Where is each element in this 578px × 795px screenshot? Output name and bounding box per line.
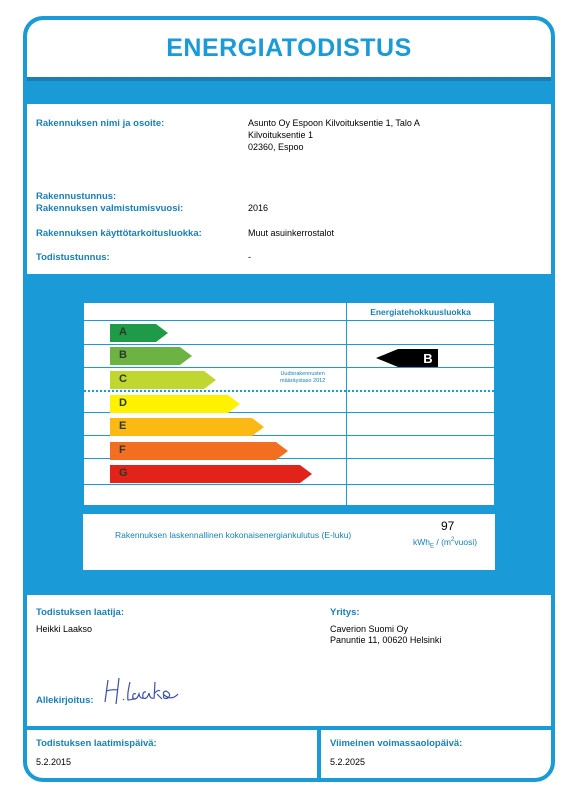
class-arrow-tip [276, 442, 288, 460]
class-arrow-letter: G [119, 467, 128, 479]
building-id-label: Rakennustunnus: [36, 191, 117, 202]
energy-value-box [83, 514, 495, 570]
class-arrow-letter: C [119, 373, 127, 385]
maker-label: Todistuksen laatija: [36, 607, 124, 618]
company-line-2: Panuntie 11, 00620 Helsinki [330, 635, 442, 645]
class-arrow-body [110, 418, 252, 436]
signature-label: Allekirjoitus: [36, 695, 94, 706]
chart-column-divider [346, 303, 347, 505]
valid-date-section [321, 730, 551, 782]
energy-unit: $kWh_E / (m^2vuosi)$ [413, 537, 478, 550]
chart-grid-line [84, 344, 494, 345]
selected-class-arrow-icon [376, 349, 446, 367]
energy-value: 97 [441, 519, 455, 533]
class-arrow-letter: F [119, 444, 126, 456]
class-arrow-body [110, 465, 300, 483]
energy-class-chart [83, 302, 495, 506]
created-date-value: 5.2.2015 [36, 757, 72, 767]
page-title: ENERGIATODISTUS [166, 34, 412, 62]
class-arrow-body [110, 324, 156, 342]
certificate-id-label: Todistustunnus: [36, 252, 110, 263]
energy-class-header: Energiatehokkuusluokka [370, 307, 471, 317]
building-year-label: Rakennuksen valmistumisvuosi: [36, 203, 184, 214]
selected-class-letter: B [423, 351, 433, 366]
building-name-line-1: Asunto Oy Espoon Kilvoituksentie 1, Talo A [248, 118, 420, 128]
class-arrow-tip [180, 347, 192, 365]
building-usage-label: Rakennuksen käyttötarkoitusluokka: [36, 228, 202, 239]
new-building-level-note [280, 371, 325, 385]
note-line-2: määräystaso 2012 [280, 378, 326, 384]
energy-label: Rakennuksen laskennallinen kokonaisenergiankulutus (E-luku) [115, 530, 352, 540]
valid-date-label: Viimeinen voimassaolopäivä: [330, 738, 463, 749]
chart-grid-line [84, 484, 494, 485]
title-box [27, 20, 551, 77]
class-arrow-letter: B [119, 349, 127, 361]
class-arrow-body [110, 442, 276, 460]
class-arrow-tip [252, 418, 264, 436]
building-info-section [27, 104, 551, 274]
class-arrow-tip [156, 324, 168, 342]
building-name-line-3: 02360, Espoo [248, 142, 304, 152]
class-arrow-tip [300, 465, 312, 483]
company-line-1: Caverion Suomi Oy [330, 624, 409, 634]
class-arrow-body [110, 395, 228, 413]
new-building-level-line [84, 390, 494, 392]
title-divider [27, 77, 551, 81]
building-year-value: 2016 [248, 203, 269, 213]
signature-image [80, 672, 190, 708]
class-arrow-letter: D [119, 397, 127, 409]
selected-class-marker [376, 349, 446, 372]
certificate-frame [23, 16, 555, 782]
class-arrow-letter: E [119, 420, 127, 432]
created-date-section [27, 730, 317, 782]
company-label: Yritys: [330, 607, 360, 618]
chart-grid-line [84, 320, 494, 321]
note-line-1: Uudisrakennusten [280, 371, 325, 377]
created-date-label: Todistuksen laatimispäivä: [36, 738, 157, 749]
class-arrow-tip [228, 395, 240, 413]
class-arrow-tip [204, 371, 216, 389]
certificate-id-value: - [248, 252, 251, 262]
building-usage-value: Muut asuinkerrostalot [248, 228, 335, 238]
building-name-line-2: Kilvoituksentie 1 [248, 130, 314, 140]
maker-value: Heikki Laakso [36, 624, 93, 634]
building-name-label: Rakennuksen nimi ja osoite: [36, 118, 165, 129]
class-arrow-letter: A [119, 326, 127, 338]
valid-date-value: 5.2.2025 [330, 757, 366, 767]
